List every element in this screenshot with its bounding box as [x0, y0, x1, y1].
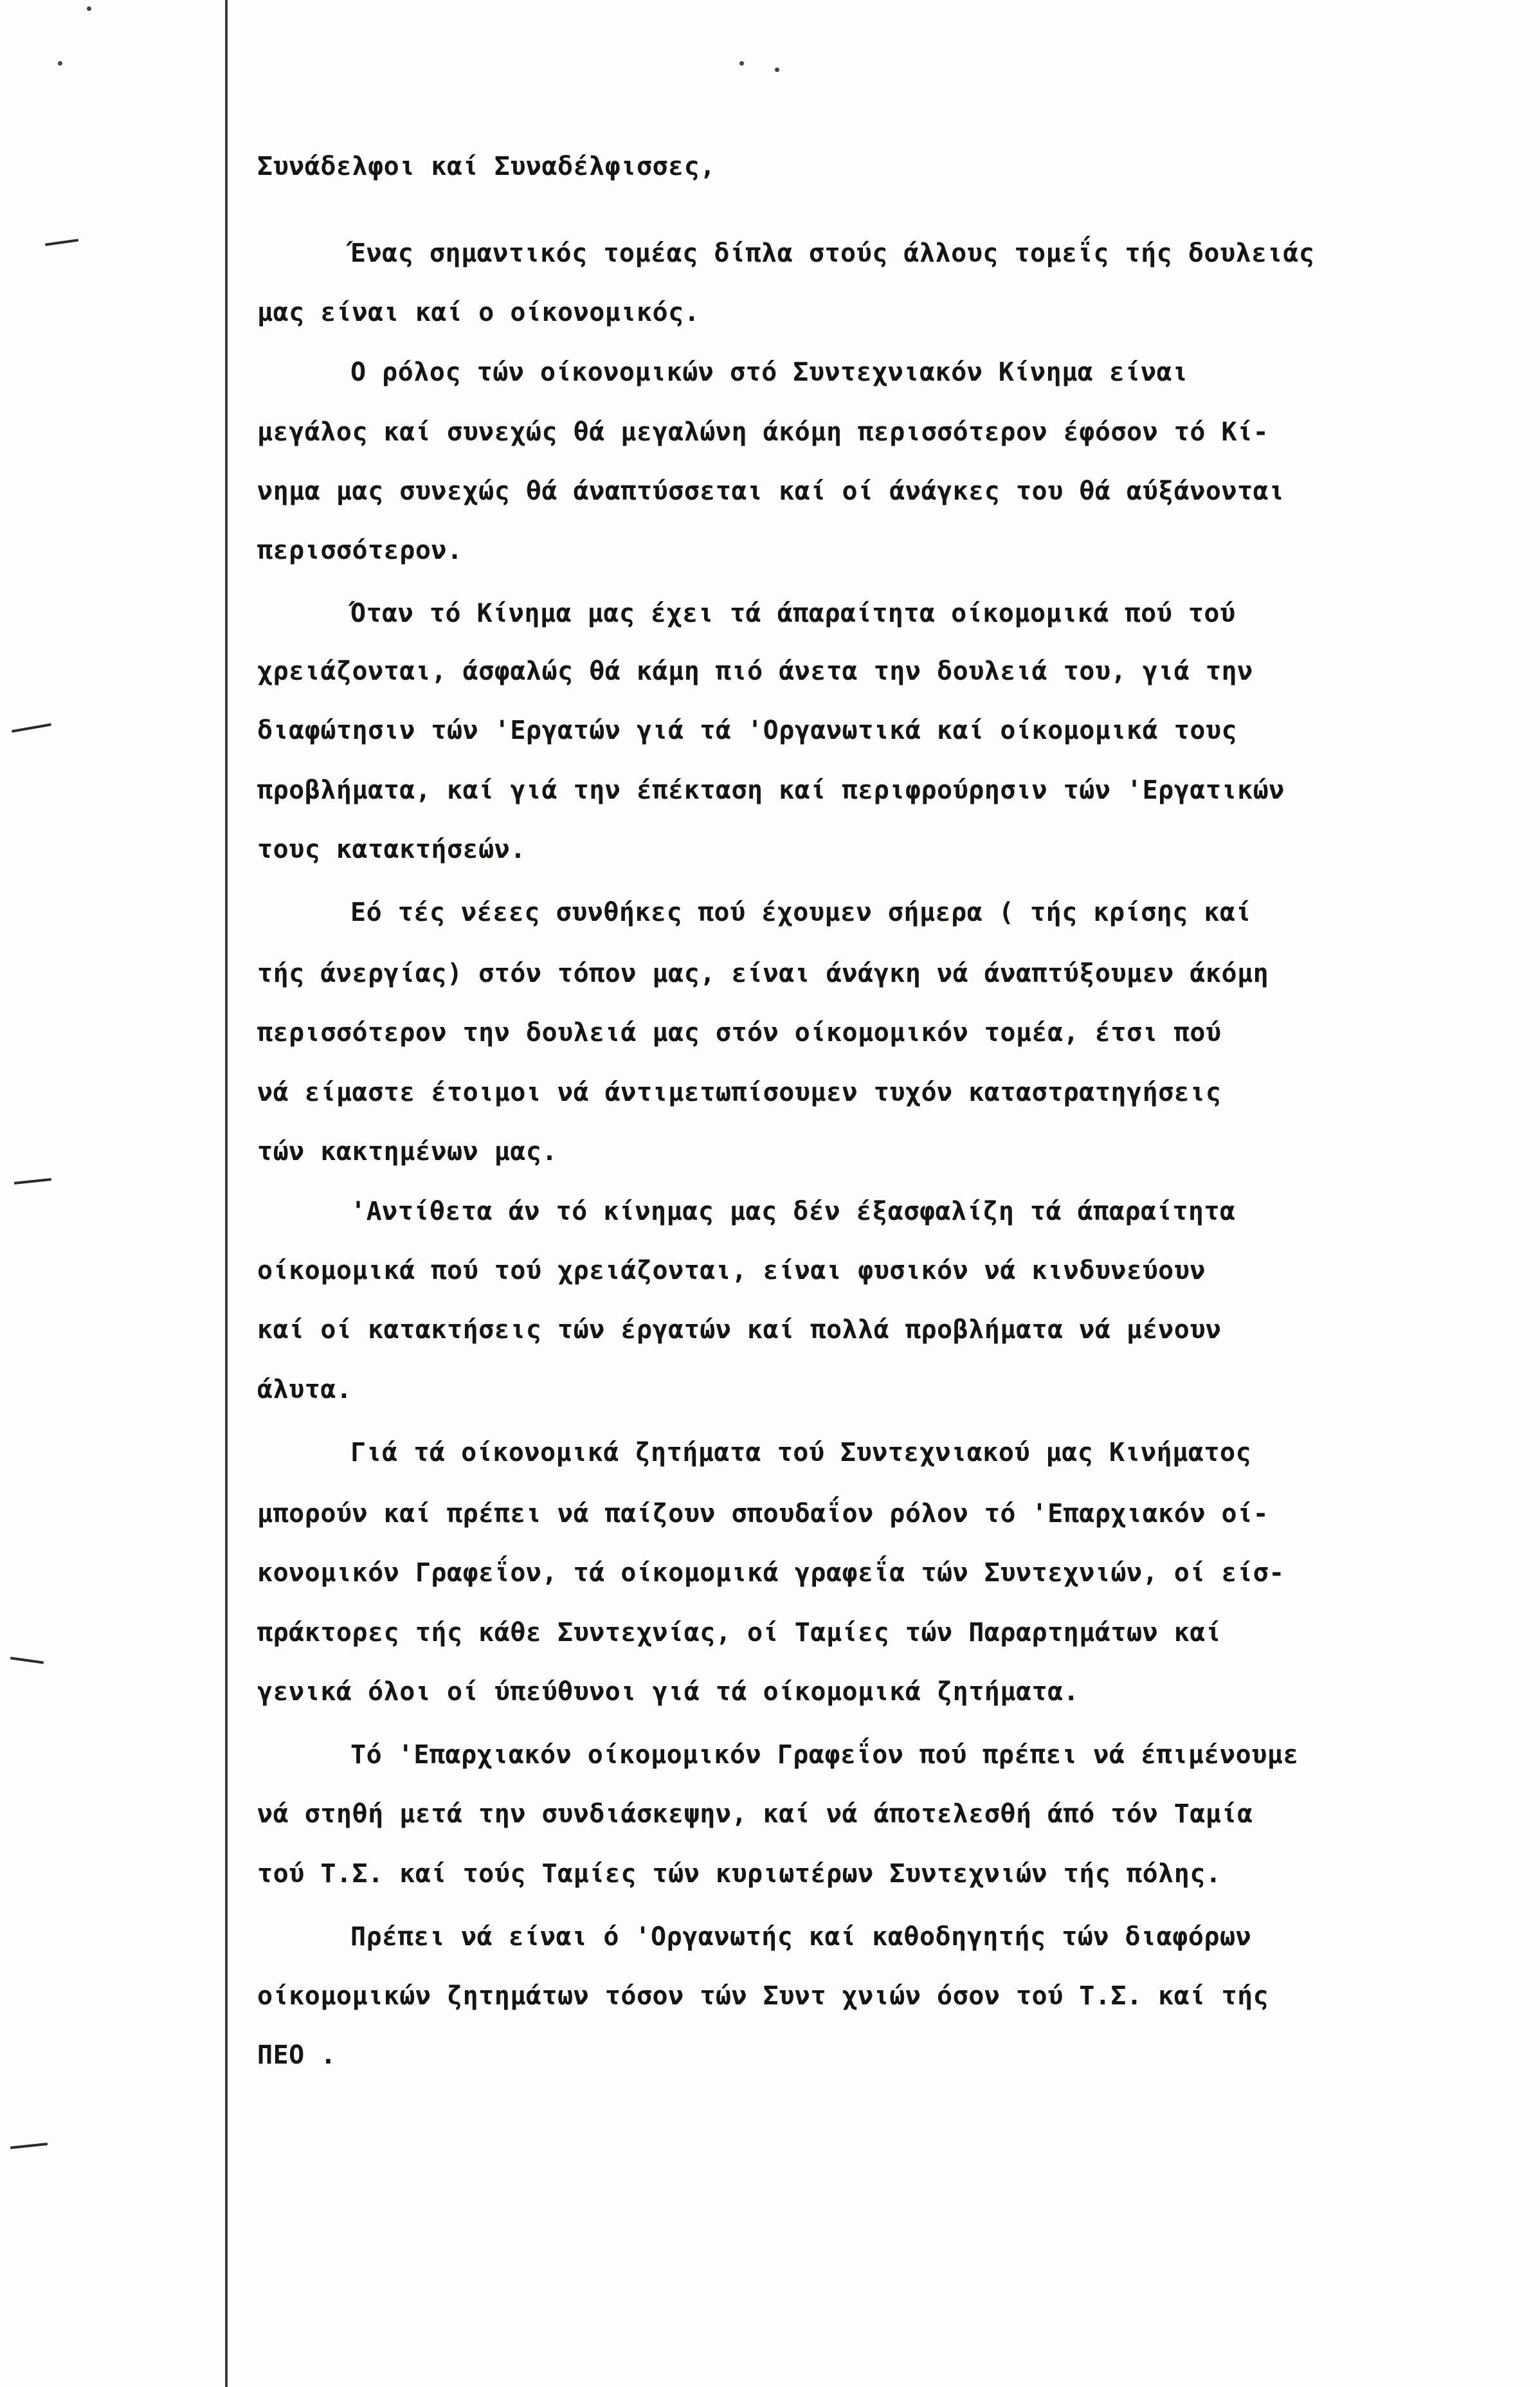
text-line: τού Τ.Σ. καί τούς Ταμίες τών κυριωτέρων Συντεχνιών τής πόλης. [257, 1859, 1222, 1889]
text-line: Γιά τά οίκονομικά ζητήματα τού Συντεχνιακού μας Κινήματος [350, 1438, 1252, 1467]
margin-mark [45, 239, 78, 246]
text-line: άλυτα. [257, 1375, 352, 1404]
text-line: μπορούν καί πρέπει νά παίζουν σπουδαΐον ρόλον τό 'Επαρχιακόν οί- [257, 1499, 1269, 1529]
text-line: προβλήματα, καί γιά την έπέκταση καί περιφρούρησιν τών 'Εργατικών [257, 776, 1285, 805]
text-line: διαφώτησιν τών 'Εργατών γιά τά 'Οργανωτικά καί οίκομομικά τους [257, 716, 1238, 745]
salutation: Συνάδελφοι καί Συναδέλφισσες, [257, 152, 716, 181]
margin-mark [10, 2143, 48, 2149]
text-line: οίκομομικών ζητημάτων τόσον τών Συντ χνιών όσον τού Τ.Σ. καί τής [257, 1981, 1269, 2011]
text-line: τής άνεργίας) στόν τόπον μας, είναι άνάγκη νά άναπτύξουμεν άκόμη [257, 959, 1269, 988]
text-line: ΠΕΟ . [257, 2040, 336, 2070]
text-line: κονομικόν Γραφεΐον, τά οίκομομικά γραφεΐα τών Συντεχνιών, οί είσ- [257, 1558, 1285, 1588]
text-line: Τό 'Επαρχιακόν οίκομομικόν Γραφεΐον πού πρέπει νά έπιμένουμε [350, 1740, 1299, 1770]
margin-mark [12, 723, 51, 733]
text-line: Ένας σημαντικός τομέας δίπλα στούς άλλους τομεΐς τής δουλειάς [350, 239, 1315, 268]
text-line: περισσότερον την δουλειά μας στόν οίκομομικόν τομέα, έτσι πού [257, 1018, 1222, 1048]
text-line: χρειάζονται, άσφαλώς θά κάμη πιό άνετα την δουλειά του, γιά την [257, 657, 1253, 686]
scan-speck [87, 6, 91, 11]
scan-speck [775, 68, 779, 72]
text-line: Πρέπει νά είναι ό 'Οργανωτής καί καθοδηγητής τών διαφόρων [350, 1922, 1252, 1952]
margin-mark [14, 1178, 51, 1184]
text-line: 'Αντίθετα άν τό κίνημας μας δέν έξασφαλίζη τά άπαραίτητα [350, 1197, 1236, 1226]
scan-speck [739, 61, 744, 66]
text-line: καί οί κατακτήσεις τών έργατών καί πολλά προβλήματα νά μένουν [257, 1315, 1222, 1345]
text-line: Εό τές νέεες συνθήκες πού έχουμεν σήμερα ( τής κρίσης καί [350, 898, 1252, 927]
text-line: γενικά όλοι οί ύπεύθυνοι γιά τά οίκομομικά ζητήματα. [257, 1677, 1080, 1707]
margin-mark [10, 1656, 44, 1664]
text-line: τών κακτημένων μας. [257, 1137, 558, 1166]
text-line: πράκτορες τής κάθε Συντεχνίας, οί Ταμίες τών Παραρτημάτων καί [257, 1618, 1222, 1647]
text-line: νημα μας συνεχώς θά άναπτύσσεται καί οί άνάγκες του θά αύξάνονται [257, 476, 1285, 506]
text-line: τους κατακτήσεών. [257, 835, 526, 864]
margin-rule [225, 0, 228, 2387]
text-line: νά στηθή μετά την συνδιάσκεψην, καί νά άποτελεσθή άπό τόν Ταμία [257, 1799, 1253, 1829]
text-line: οίκομομικά πού τού χρειάζονται, είναι φυσικόν νά κινδυνεύουν [257, 1256, 1206, 1285]
text-line: μεγάλος καί συνεχώς θά μεγαλώνη άκόμη περισσότερον έφόσον τό Κί- [257, 417, 1269, 447]
text-line: Ο ρόλος τών οίκονομικών στό Συντεχνιακόν Κίνημα είναι [350, 358, 1188, 387]
text-line: περισσότερον. [257, 536, 463, 565]
scan-speck [58, 61, 62, 66]
text-line: Όταν τό Κίνημα μας έχει τά άπαραίτητα οίκομομικά πού τού [350, 599, 1236, 628]
text-line: νά είμαστε έτοιμοι νά άντιμετωπίσουμεν τυχόν καταστρατηγήσεις [257, 1078, 1222, 1107]
text-line: μας είναι καί ο οίκονομικός. [257, 298, 700, 327]
